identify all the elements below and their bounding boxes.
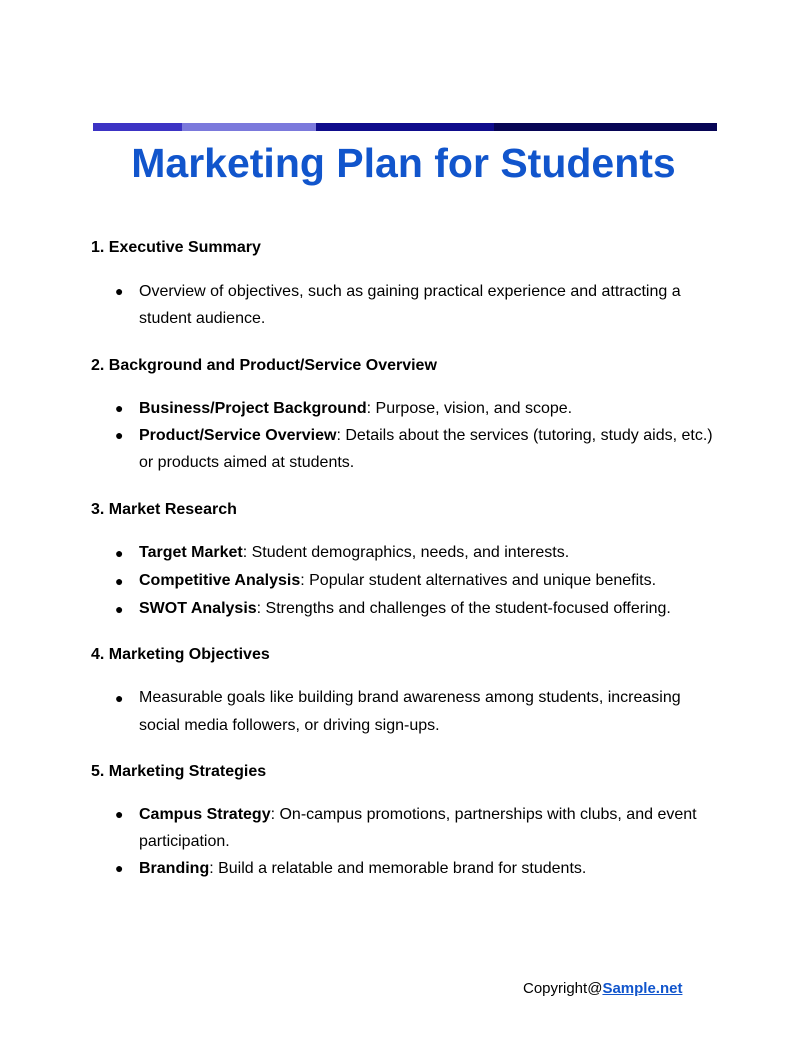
list-item xyxy=(91,539,721,567)
color-bar-segment xyxy=(182,123,316,131)
list-item xyxy=(91,684,721,740)
item-text: : Purpose, vision, and scope. xyxy=(366,400,573,417)
item-text: : Popular student alternatives and unique benefits. xyxy=(300,572,657,589)
bullet-dot-icon: ● xyxy=(115,601,124,617)
list-item xyxy=(91,278,721,332)
bullet-dot-icon: ● xyxy=(115,573,124,589)
bullet-list xyxy=(91,278,721,332)
bullet-dot-icon: ● xyxy=(115,427,124,443)
bullet-dot-icon: ● xyxy=(115,283,124,299)
list-item xyxy=(91,422,721,476)
color-bar-segment xyxy=(494,123,717,131)
list-item xyxy=(91,595,721,623)
bullet-list xyxy=(91,684,721,740)
item-text: : Student demographics, needs, and interests. xyxy=(242,544,570,561)
sample-net-link[interactable]: Sample.net xyxy=(602,980,683,997)
item-text: : Build a relatable and memorable brand for students. xyxy=(209,860,587,877)
page-title: Marketing Plan for Students xyxy=(131,140,676,186)
bullet-list xyxy=(91,801,721,882)
section-heading-market-research: 3. Market Research xyxy=(91,501,237,518)
bullet-list xyxy=(91,539,721,623)
item-term: SWOT Analysis xyxy=(139,600,257,617)
section-heading-marketing-strategies: 5. Marketing Strategies xyxy=(91,763,267,780)
header-color-bar xyxy=(93,123,717,131)
bullet-dot-icon: ● xyxy=(115,690,124,706)
item-term: Branding xyxy=(139,860,210,877)
bullet-dot-icon: ● xyxy=(115,806,124,822)
list-item xyxy=(91,395,721,422)
bullet-dot-icon: ● xyxy=(115,860,124,876)
item-term: Business/Project Background xyxy=(139,400,367,417)
section-heading-executive-summary: 1. Executive Summary xyxy=(91,239,261,256)
item-term: Target Market xyxy=(139,544,243,561)
section-heading-background: 2. Background and Product/Service Overview xyxy=(91,357,437,374)
bullet-dot-icon: ● xyxy=(115,545,124,561)
list-item xyxy=(91,567,721,595)
item-term: Competitive Analysis xyxy=(139,572,301,589)
item-text: : Details about the services (tutoring, study aids, etc.) or products aimed at students. xyxy=(139,427,713,471)
copyright-footer xyxy=(523,979,682,999)
section-heading-marketing-objectives: 4. Marketing Objectives xyxy=(91,646,270,663)
item-term: Product/Service Overview xyxy=(139,427,337,444)
item-text: : Strengths and challenges of the student-focused offering. xyxy=(256,600,671,617)
copyright-prefix: Copyright@ xyxy=(523,980,603,997)
item-text: Overview of objectives, such as gaining practical experience and attracting a student audience. xyxy=(139,283,681,327)
list-item xyxy=(91,801,721,855)
item-text: Measurable goals like building brand awareness among students, increasing social media followers, or driving sign-ups. xyxy=(139,689,681,734)
bullet-dot-icon: ● xyxy=(115,400,124,416)
item-text: : On-campus promotions, partnerships with clubs, and event participation. xyxy=(139,806,697,850)
color-bar-segment xyxy=(93,123,182,131)
list-item xyxy=(91,855,721,882)
item-term: Campus Strategy xyxy=(139,806,271,823)
bullet-list xyxy=(91,395,721,476)
color-bar-segment xyxy=(316,123,494,131)
